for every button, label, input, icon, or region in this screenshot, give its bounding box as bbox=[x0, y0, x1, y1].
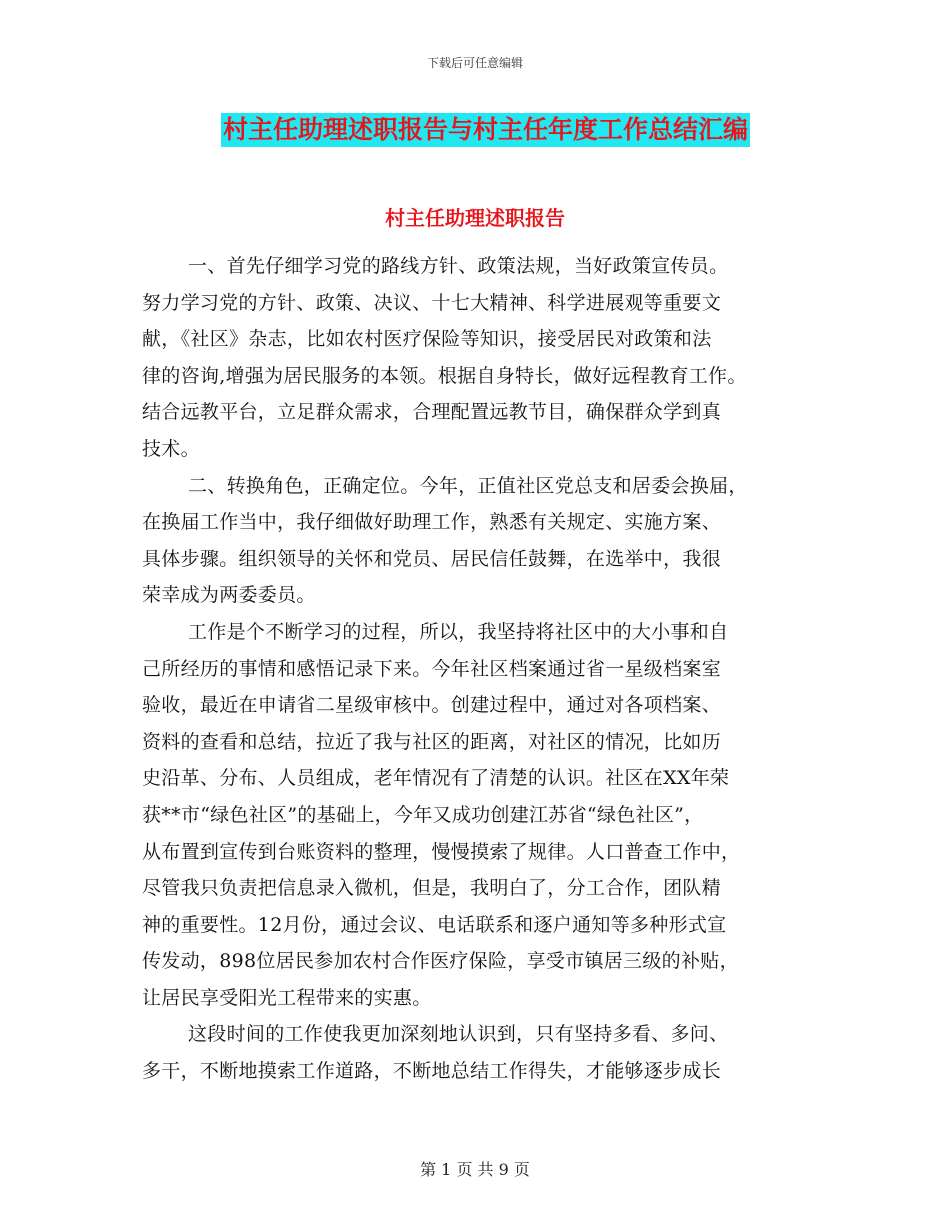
text-line: 律的咨询,增强为居民服务的本领。根据自身特长，做好远程教育工作。 bbox=[142, 364, 747, 387]
text-line: 结合远教平台，立足群众需求，合理配置远教节目，确保群众学到真 bbox=[142, 401, 722, 424]
text-line: 传发动，898位居民参加农村合作医疗保险，享受市镇居三级的补贴， bbox=[142, 950, 739, 973]
text-line: 资料的查看和总结，拉近了我与社区的距离，对社区的情况，比如历 bbox=[142, 730, 722, 753]
text-line: 尽管我只负责把信息录入微机，但是，我明白了，分工合作，团队精 bbox=[142, 877, 722, 900]
text-line: 二、转换角色，正确定位。今年，正值社区党总支和居委会换届， bbox=[188, 474, 748, 497]
text-line: 具体步骤。组织领导的关怀和党员、居民信任鼓舞，在选举中，我很 bbox=[142, 547, 722, 570]
text-line: 技术。 bbox=[142, 437, 200, 460]
page-header-note: 下载后可任意编辑 bbox=[426, 56, 523, 70]
text-line: 己所经历的事情和感悟记录下来。今年社区档案通过省一星级档案室 bbox=[142, 657, 722, 680]
text-line: 一、首先仔细学习党的路线方针、政策法规，当好政策宣传员。 bbox=[188, 255, 729, 277]
text-line: 史沿革、分布、人员组成，老年情况有了清楚的认识。社区在XX年荣 bbox=[142, 767, 730, 790]
text-line: 让居民享受阳光工程带来的实惠。 bbox=[142, 986, 432, 1009]
text-line: 荣幸成为两委委员。 bbox=[142, 584, 316, 607]
text-line: 多干，不断地摸索工作道路，不断地总结工作得失，才能够逐步成长 bbox=[142, 1060, 722, 1083]
text-line: 神的重要性。12月份，通过会议、电话联系和逐户通知等多种形式宣 bbox=[142, 913, 727, 936]
section-title: 村主任助理述职报告 bbox=[385, 206, 565, 230]
text-line: 在换届工作当中，我仔细做好助理工作，熟悉有关规定、实施方案、 bbox=[142, 511, 722, 534]
text-line: 这段时间的工作使我更加深刻地认识到，只有坚持多看、多问、 bbox=[188, 1023, 729, 1046]
document-main-title: 村主任助理述职报告与村主任年度工作总结汇编 bbox=[221, 113, 750, 147]
text-line: 献，《社区》杂志，比如农村医疗保险等知识，接受居民对政策和法 bbox=[142, 328, 712, 351]
text-line: 获**市“绿色社区”的基础上，今年又成功创建江苏省“绿色社区”， bbox=[142, 803, 704, 826]
text-line: 工作是个不断学习的过程，所以，我坚持将社区中的大小事和自 bbox=[188, 620, 729, 643]
text-line: 努力学习党的方针、政策、决议、十七大精神、科学进展观等重要文 bbox=[142, 291, 722, 314]
text-line: 验收，最近在申请省二星级审核中。创建过程中，通过对各项档案、 bbox=[142, 694, 722, 717]
text-line: 从布置到宣传到台账资料的整理，慢慢摸索了规律。人口普查工作中， bbox=[142, 840, 741, 863]
body-text bbox=[142, 248, 807, 1090]
page-number-footer: 第 1 页 共 9 页 bbox=[420, 1160, 530, 1179]
